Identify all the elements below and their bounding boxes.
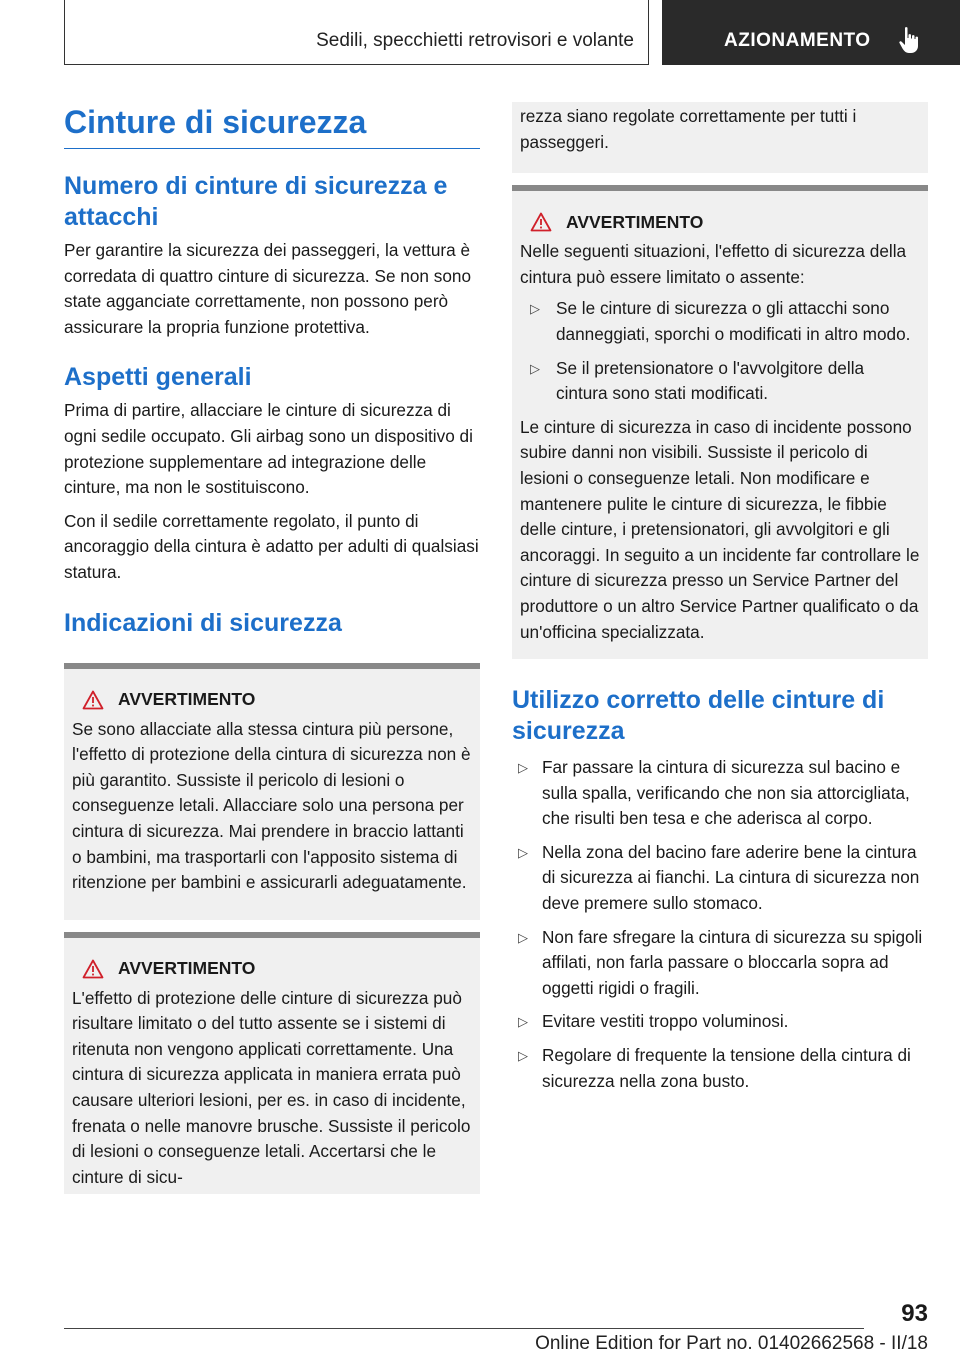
- paragraph-aspetti-1: Prima di partire, allacciare le cinture di sicurezza di ogni sedile occupato. Gli airbag sono un dispositivo di protezione supplementare ad integrazione delle cinture, ma non le sostituiscono.: [64, 400, 473, 498]
- page-number: 93: [901, 1300, 928, 1327]
- warning-header: [520, 209, 920, 235]
- list-item: ▷ Evitare vestiti troppo voluminosi.: [512, 1009, 928, 1035]
- warning-text: Le cinture di sicurezza in caso di incidente possono subire danni non visibili. Sussiste il pericolo di lesioni o conseguenze letali. Non modificare e mantenere pulite le cinture di sicurezza, le fibbie delle cinture, i pretensionatori, gli avvolgitori e gli ancoraggi. In seguito a un incidente far controllare le cinture di sicurezza presso un Service Partner del produttore o un altro Service Partner qualificato o da un'officina specializzata.: [520, 416, 920, 642]
- triangle-bullet-icon: ▷: [530, 360, 540, 376]
- warning-label: AVVERTIMENTO: [566, 211, 704, 232]
- triangle-bullet-icon: ▷: [518, 929, 528, 945]
- warning-text: L'effetto di protezione delle cinture di sicurezza può risultare limitato o del tutto assente se i sistemi di ritenuta non vengono applicati correttamente. Una cintura di sicurezza applicata in maniera errata può causare ulteriori lesioni, per es. in caso di incidente, frenata o nelle manovre brusche. Sussiste il pericolo di lesioni o conseguenze letali. Accertarsi che le cinture di sicu-: [72, 987, 471, 1187]
- warning-text-continued: rezza siano regolate correttamente per tutti i passeggeri.: [520, 106, 857, 152]
- warning-label: AVVERTIMENTO: [118, 958, 256, 979]
- page-title: Cinture di sicurezza: [64, 102, 480, 149]
- list-item: ▷ Se le cinture di sicurezza o gli attacchi sono danneggiati, sporchi o modificati in altro modo.: [530, 298, 911, 344]
- warning-triangle-icon: [530, 212, 552, 232]
- warning-box-3: [512, 185, 928, 659]
- warning-triangle-icon: [82, 690, 104, 710]
- list-item: ▷ Nella zona del bacino fare aderire bene la cintura di sicurezza ai fianchi. La cintura di sicurezza non deve premere sullo stomaco.: [518, 841, 920, 914]
- list-item: ▷ Se il pretensionatore o l'avvolgitore della cintura sono stati modificati.: [530, 357, 865, 404]
- paragraph-aspetti-2: Con il sedile correttamente regolato, il punto di ancoraggio della cintura è adatto per adulti di qualsiasi statura.: [64, 510, 479, 582]
- triangle-bullet-icon: ▷: [518, 1014, 528, 1030]
- left-column: [64, 102, 480, 1194]
- heading-utilizzo: Utilizzo corretto delle cinture di sicurezza: [512, 686, 885, 746]
- warning-header: [72, 956, 472, 982]
- warning-label: AVVERTIMENTO: [118, 689, 256, 710]
- warning-box-2-continued: [512, 102, 928, 173]
- header-section-tab: [64, 0, 649, 65]
- header-section-title: Sedili, specchietti retrovisori e volante: [316, 30, 634, 51]
- triangle-bullet-icon: ▷: [518, 1048, 528, 1064]
- footer-divider: [64, 1328, 864, 1329]
- header-chapter-tab: [662, 0, 960, 65]
- footer-edition: Online Edition for Part no. 01402662568 - II/18: [535, 1333, 928, 1354]
- warning-list: [520, 296, 920, 406]
- utilizzo-list: [512, 755, 928, 1094]
- warning-text: Se sono allacciate alla stessa cintura più persone, l'effetto di protezione della cintura di sicurezza non è più garantito. Sussiste il pericolo di lesioni o conseguenze letali. Allacciare solo una persona per cintura di sicurezza. Mai prendere in braccio lattanti o bambini, ma trasportarli con l'apposito sistema di ritenzione per bambini e assicurarli adeguatamente.: [72, 718, 471, 893]
- heading-indicazioni: Indicazioni di sicurezza: [64, 608, 342, 637]
- warning-box-1: [64, 663, 480, 920]
- list-item: ▷ Far passare la cintura di sicurezza sul bacino e sulla spalla, verificando che non sia attorcigliata, che risulti ben tesa e che aderisca al corpo.: [518, 757, 910, 829]
- triangle-bullet-icon: ▷: [518, 844, 528, 860]
- warning-box-2: [64, 932, 480, 1195]
- heading-aspetti: Aspetti generali: [64, 363, 252, 392]
- warning-header: [72, 687, 472, 713]
- list-item: ▷ Regolare di frequente la tensione della cintura di sicurezza nella zona busto.: [518, 1045, 911, 1091]
- paragraph-numero: Per garantire la sicurezza dei passeggeri, la vettura è corredata di quattro cinture di sicurezza. Se non sono state agganciate correttamente, non possono però assicurare la propria funzione protettiva.: [64, 240, 472, 337]
- warning-triangle-icon: [82, 959, 104, 979]
- triangle-bullet-icon: ▷: [518, 760, 528, 776]
- hand-pointer-icon: [898, 26, 920, 54]
- triangle-bullet-icon: ▷: [530, 301, 540, 317]
- heading-numero: Numero di cinture di sicurezza e attacchi: [64, 172, 448, 231]
- list-item: ▷ Non fare sfregare la cintura di sicurezza su spigoli affilati, non farla passare o bloccarla sopra ad oggetti rigidi o fragili.: [518, 926, 923, 998]
- right-column: [512, 102, 928, 1102]
- warning-intro: Nelle seguenti situazioni, l'effetto di sicurezza della cintura può essere limitato o assente:: [520, 241, 907, 287]
- header-chapter-title: AZIONAMENTO: [724, 30, 871, 51]
